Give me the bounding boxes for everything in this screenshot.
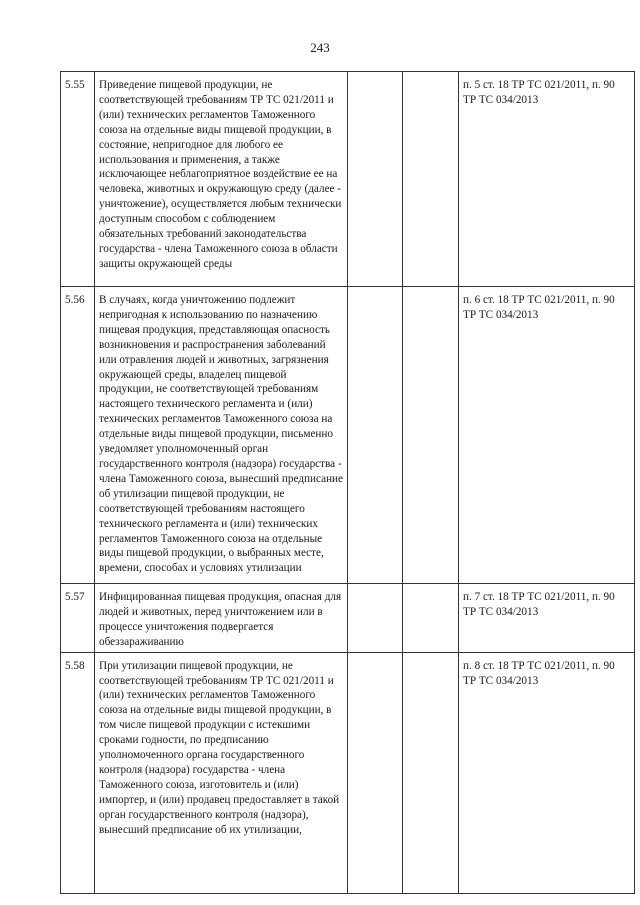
empty-cell-b [403, 287, 459, 584]
empty-cell-b [403, 72, 459, 287]
empty-cell-a [348, 287, 403, 584]
empty-cell-a [348, 584, 403, 653]
requirement-text: При утилизации пищевой продукции, не соответствующей требованиям ТР ТС 021/2011 и (или) технических регламентов Таможенного союза на отдельные виды пищевой продукции, в том числе пищевой продукции с истекшими сроками годности, по предписанию уполномоченного органа государственного контроля (надзора) государства - члена Таможенного союза, изготовитель и (или) импортер, и (или) продавец предоставляет в такой орган государственного контроля (надзора), вынесший предписание об их утилизации, [95, 652, 348, 893]
table-row [61, 287, 635, 584]
row-number: 5.57 [61, 584, 95, 653]
requirement-text: В случаях, когда уничтожению подлежит непригодная к использованию по назначению пищевая продукция, представляющая опасность возникновения и распространения заболеваний или отравления людей и животных, загрязнения окружающей среды, владелец пищевой продукции, не соответствующей требованиям настоящего технического регламента и (или) технических регламентов Таможенного союза на отдельные виды пищевой продукции, письменно уведомляет уполномоченный орган государственного контроля (надзора) государства - члена Таможенного союза, вынесший предписание об утилизации пищевой продукции, не соответствующей требованиям настоящего технического регламента и (или) технических регламентов Таможенного союза на отдельные виды пищевой продукции, о выбранных месте, времени, способах и условиях утилизации [95, 287, 348, 584]
empty-cell-a [348, 652, 403, 893]
requirements-table [60, 71, 635, 894]
regulation-reference: п. 6 ст. 18 ТР ТС 021/2011, п. 90 ТР ТС 034/2013 [459, 287, 635, 584]
regulation-reference: п. 7 ст. 18 ТР ТС 021/2011, п. 90 ТР ТС 034/2013 [459, 584, 635, 653]
empty-cell-b [403, 584, 459, 653]
page-number: 243 [310, 40, 330, 55]
table-row [61, 652, 635, 893]
table-row [61, 584, 635, 653]
requirement-text: Приведение пищевой продукции, не соответствующей требованиям ТР ТС 021/2011 и (или) технических регламентов Таможенного союза на отдельные виды пищевой продукции, в состояние, непригодное для любого ее использования и применения, а также исключающее неблагоприятное воздействие ее на человека, животных и окружающую среду (далее - уничтожение), осуществляется любым технически доступным способом с соблюдением обязательных требований законодательства государства - члена Таможенного союза в области защиты окружающей среды [95, 72, 348, 287]
table-row [61, 72, 635, 287]
regulation-reference: п. 8 ст. 18 ТР ТС 021/2011, п. 90 ТР ТС 034/2013 [459, 652, 635, 893]
empty-cell-a [348, 72, 403, 287]
row-number: 5.55 [61, 72, 95, 287]
requirement-text: Инфицированная пищевая продукция, опасная для людей и животных, перед уничтожением или в процессе уничтожения подвергается обеззараживанию [95, 584, 348, 653]
regulation-reference: п. 5 ст. 18 ТР ТС 021/2011, п. 90 ТР ТС 034/2013 [459, 72, 635, 287]
row-number: 5.58 [61, 652, 95, 893]
row-number: 5.56 [61, 287, 95, 584]
empty-cell-b [403, 652, 459, 893]
